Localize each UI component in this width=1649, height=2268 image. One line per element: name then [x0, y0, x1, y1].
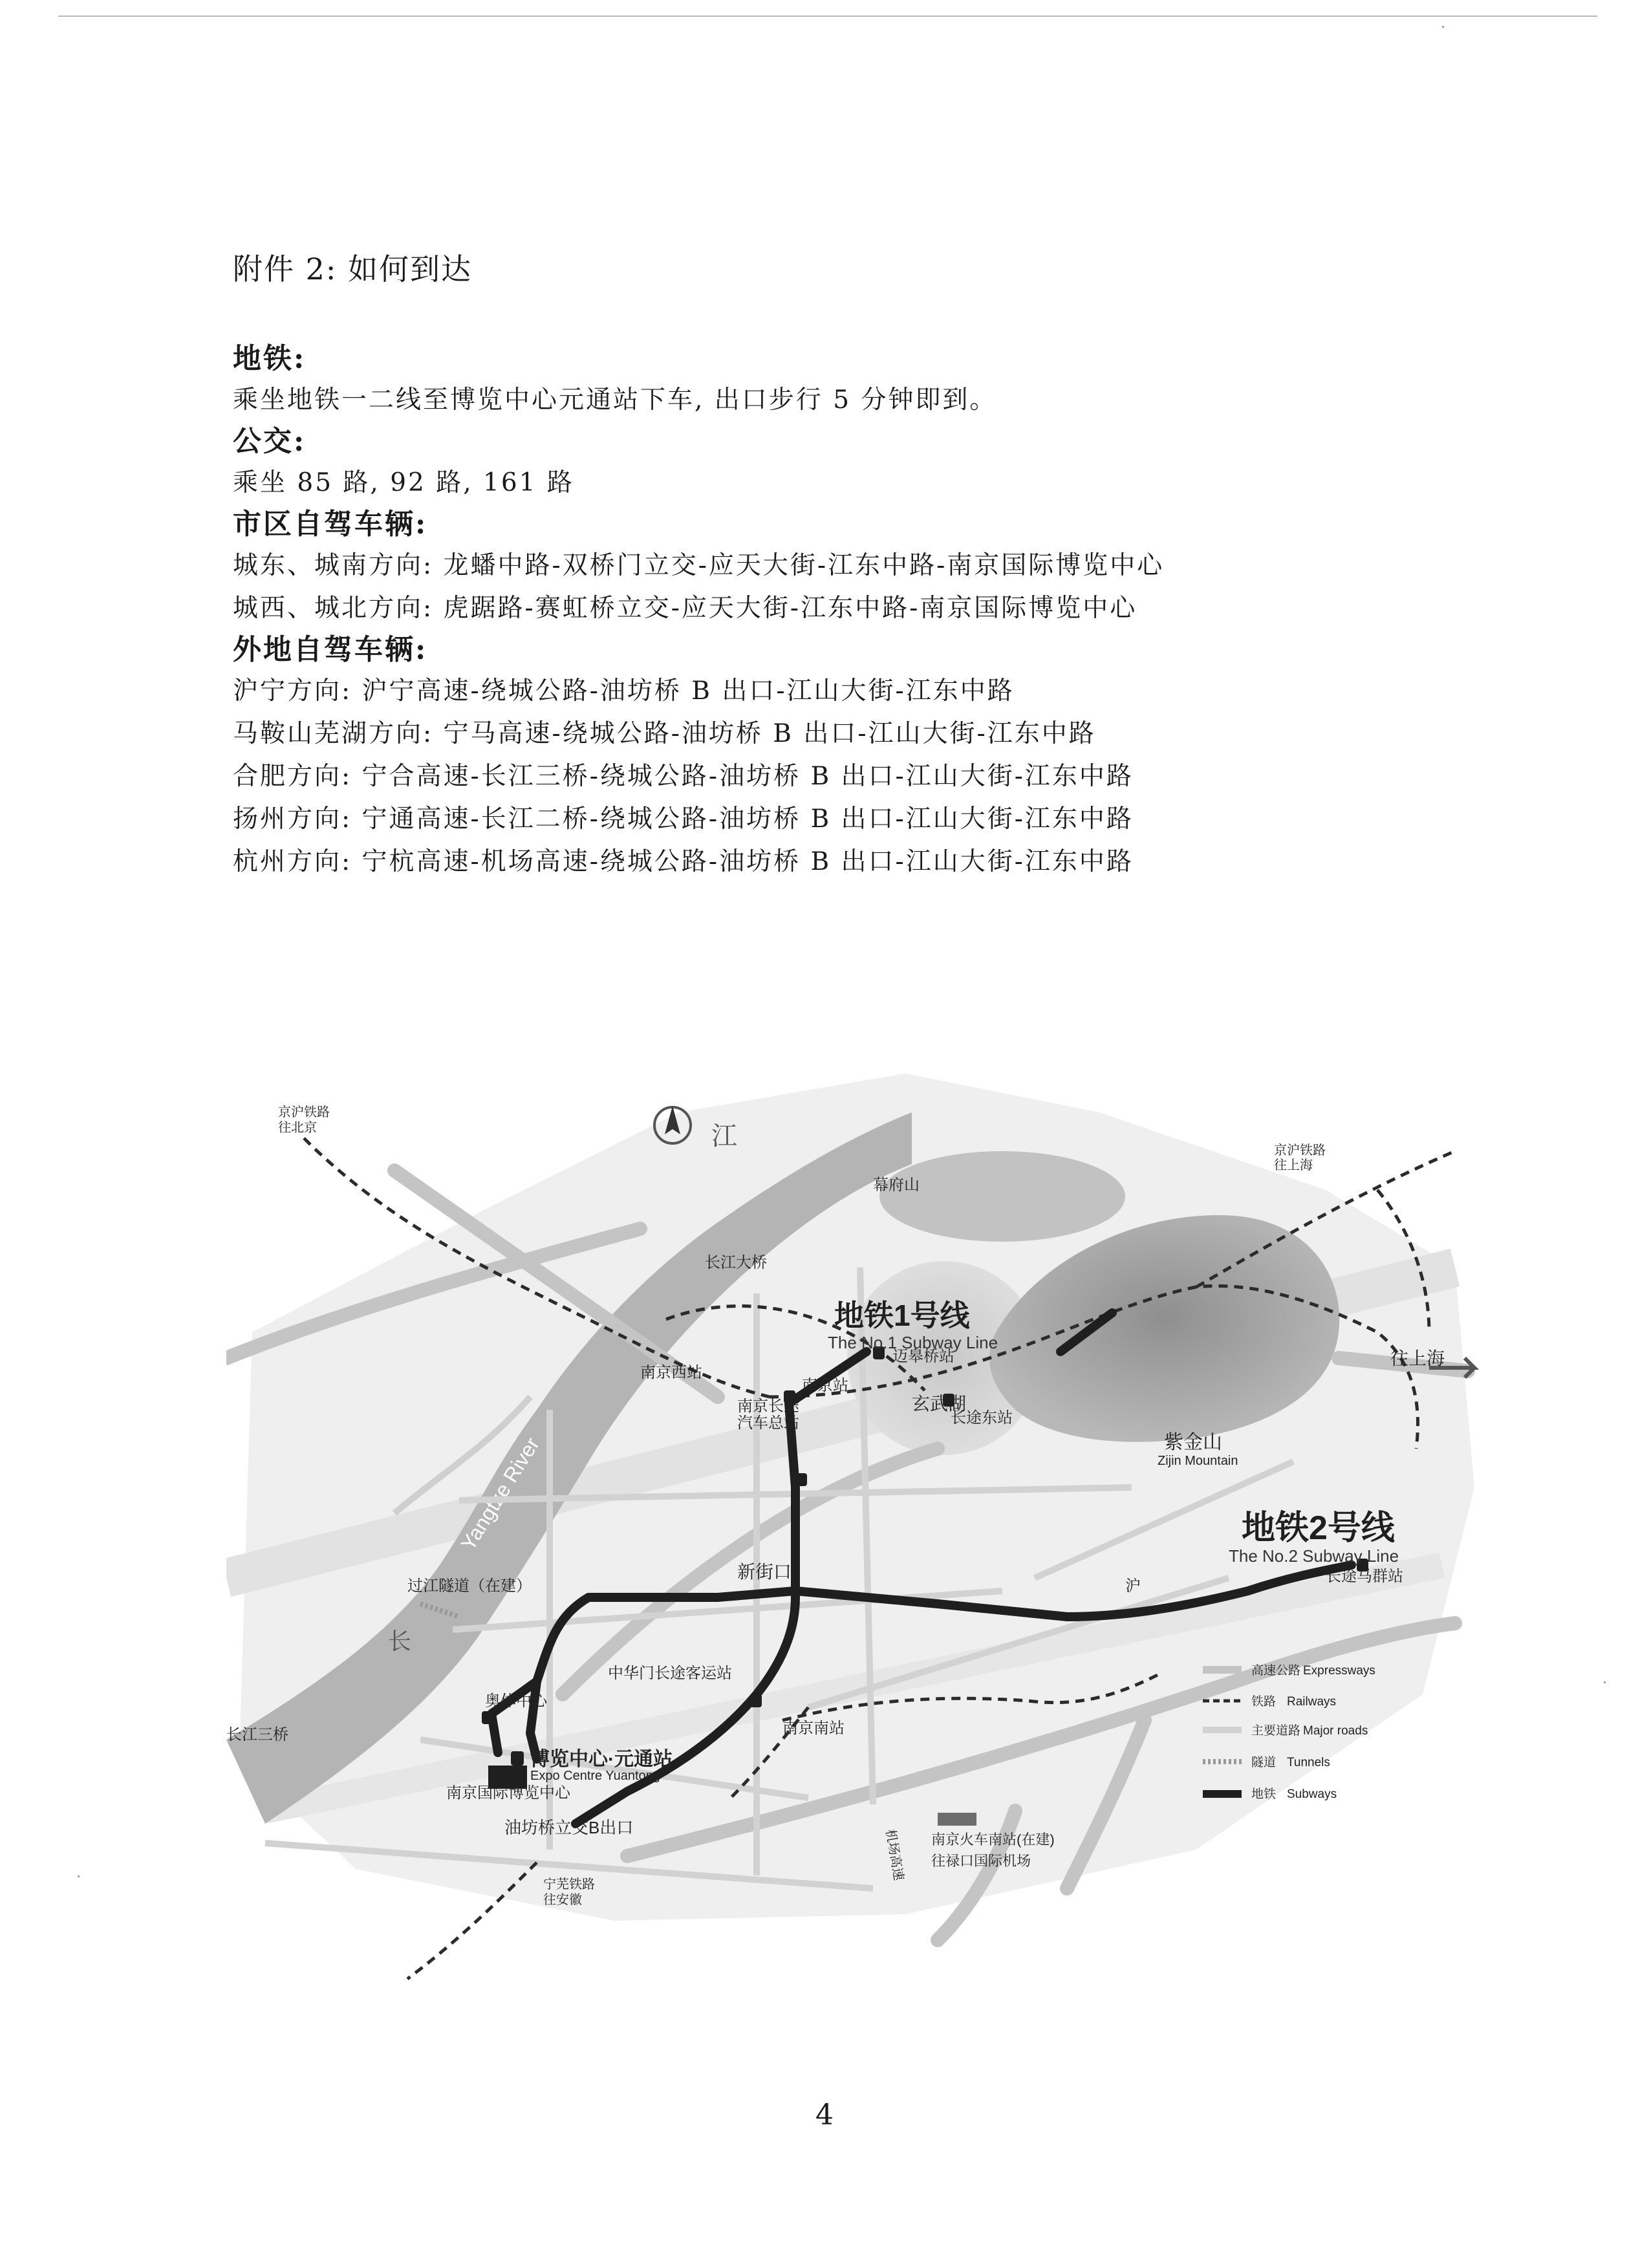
label-east-bus: 长途东站: [951, 1409, 1013, 1427]
section-line: 城东、城南方向: 龙蟠中路-双桥门立交-应天大街-江东中路-南京国际博览中心: [233, 551, 1165, 580]
legend-swatch-major-roads: [1203, 1727, 1242, 1733]
legend-en: Subways: [1287, 1787, 1337, 1801]
label-expo: 博览中心·元通站: [530, 1749, 673, 1770]
label-zijinshan-en: Zijin Mountain: [1158, 1454, 1238, 1468]
label-nanjing-south: 南京南站: [782, 1720, 845, 1737]
legend-en: Expressways: [1303, 1664, 1375, 1678]
line2-subtitle: The No.2 Subway Line: [1229, 1546, 1399, 1566]
section-outside-driving: [233, 630, 1461, 883]
label-hu: 沪: [1125, 1577, 1141, 1595]
label-zijinshan: 紫金山: [1164, 1432, 1222, 1453]
section-city-driving: [233, 504, 1461, 630]
south-station-block: [938, 1813, 976, 1826]
label-to-shanghai: 往上海: [1390, 1348, 1445, 1368]
station-icon-expo: [511, 1751, 524, 1766]
label-airport: 往禄口国际机场: [931, 1853, 1031, 1869]
section-heading: 地铁:: [233, 342, 307, 375]
label-maqun: 长途马群站: [1326, 1568, 1403, 1585]
label-ningwu: 宁芜铁路: [543, 1877, 595, 1892]
label-to-shanghai-rail: 京沪铁路: [1274, 1143, 1326, 1158]
section-line: 乘坐 85 路, 92 路, 161 路: [233, 468, 574, 497]
label-expo-hall: 南京国际博览中心: [446, 1784, 570, 1802]
label-to-xuzhou: 往北京: [278, 1121, 317, 1135]
scan-speck: [1442, 26, 1444, 28]
station-icon-bus-station: [795, 1473, 807, 1486]
label-tunnel: 过江隧道（在建）: [407, 1577, 532, 1595]
label-to-shanghai-rail-2: 往上海: [1274, 1158, 1313, 1172]
section-subway: [233, 339, 1461, 422]
station-icon-zhonghuamen: [750, 1694, 762, 1707]
section-line: 沪宁方向: 沪宁高速-绕城公路-油坊桥 B 出口-江山大街-江东中路: [233, 676, 1015, 706]
line1-subtitle: The No.1 Subway Line: [828, 1333, 998, 1352]
label-zhonghuamen: 中华门长途客运站: [608, 1665, 732, 1682]
label-airport-road: 机场高速: [883, 1828, 906, 1882]
river-char-jiang: 江: [711, 1122, 737, 1150]
scan-top-rule: [58, 16, 1597, 17]
section-line: 扬州方向: 宁通高速-长江二桥-绕城公路-油坊桥 B 出口-江山大街-江东中路: [233, 805, 1134, 834]
section-heading: 外地自驾车辆:: [233, 633, 428, 666]
river-char-chang: 长: [388, 1628, 412, 1654]
scan-speck: [78, 1875, 80, 1877]
river-label: Yangtze River: [456, 1433, 544, 1555]
label-ningwu-2: 往安徽: [543, 1893, 582, 1907]
line1-title: 地铁1号线: [834, 1299, 970, 1332]
label-bus-station-2: 汽车总站: [737, 1414, 799, 1432]
section-bus: [233, 422, 1461, 504]
legend-en: Railways: [1287, 1695, 1337, 1709]
label-tiyu: 奥体中心: [485, 1692, 547, 1710]
legend-en: Tunnels: [1287, 1756, 1330, 1769]
label-youfangqiao: 油坊桥立交B出口: [504, 1818, 634, 1837]
section-line: 乘坐地铁一二线至博览中心元通站下车, 出口步行 5 分钟即到。: [233, 385, 997, 415]
legend-en: Major roads: [1303, 1724, 1368, 1738]
label-nanjing-west: 南京西站: [640, 1364, 702, 1381]
label-xinjiekou: 新街口: [737, 1562, 792, 1582]
section-heading: 公交:: [233, 425, 307, 458]
label-xuanwu: 玄武湖: [912, 1394, 967, 1414]
legend-swatch-subways: [1203, 1790, 1242, 1798]
label-nanjing-station: 南京站: [802, 1377, 848, 1394]
scan-speck: [1604, 1681, 1606, 1683]
section-line: 马鞍山芜湖方向: 宁马高速-绕城公路-油坊桥 B 出口-江山大街-江东中路: [233, 719, 1096, 748]
label-mufushan: 幕府山: [873, 1176, 920, 1194]
label-south-rail: 南京火车南站(在建): [931, 1831, 1055, 1848]
label-bus-station: 南京长途: [737, 1398, 799, 1415]
legend-swatch-expressways: [1203, 1666, 1242, 1674]
label-to-xuzhou-rail: 京沪铁路: [278, 1105, 330, 1119]
label-bridge3: 长江三桥: [226, 1726, 288, 1744]
attachment-title: 附件 2: 如何到达: [233, 252, 473, 286]
station-icon-tiyu: [482, 1711, 493, 1724]
section-heading: 市区自驾车辆:: [233, 508, 428, 541]
legend-cn: 铁路: [1251, 1695, 1277, 1709]
section-line: 杭州方向: 宁杭高速-机场高速-绕城公路-油坊桥 B 出口-江山大街-江东中路: [233, 847, 1134, 876]
text-content: [233, 246, 1461, 883]
page-number: 4: [815, 2099, 834, 2132]
route-map: [226, 996, 1487, 1992]
section-line: 城西、城北方向: 虎踞路-赛虹桥立交-应天大街-江东中路-南京国际博览中心: [233, 594, 1137, 623]
section-line: 合肥方向: 宁合高速-长江三桥-绕城公路-油坊桥 B 出口-江山大街-江东中路: [233, 762, 1134, 791]
legend-cn: 主要道路: [1251, 1724, 1301, 1738]
legend-cn: 地铁: [1251, 1787, 1277, 1801]
legend-cn: 隧道: [1251, 1756, 1277, 1769]
label-expo-en: Expo Centre Yuantong: [530, 1769, 660, 1783]
line2-title: 地铁2号线: [1242, 1509, 1395, 1547]
legend-cn: 高速公路: [1251, 1664, 1301, 1678]
mufu-mountain: [879, 1151, 1125, 1242]
label-bridge: 长江大桥: [705, 1254, 767, 1271]
label-maigaoqiao: 迈皋桥站: [892, 1348, 954, 1365]
